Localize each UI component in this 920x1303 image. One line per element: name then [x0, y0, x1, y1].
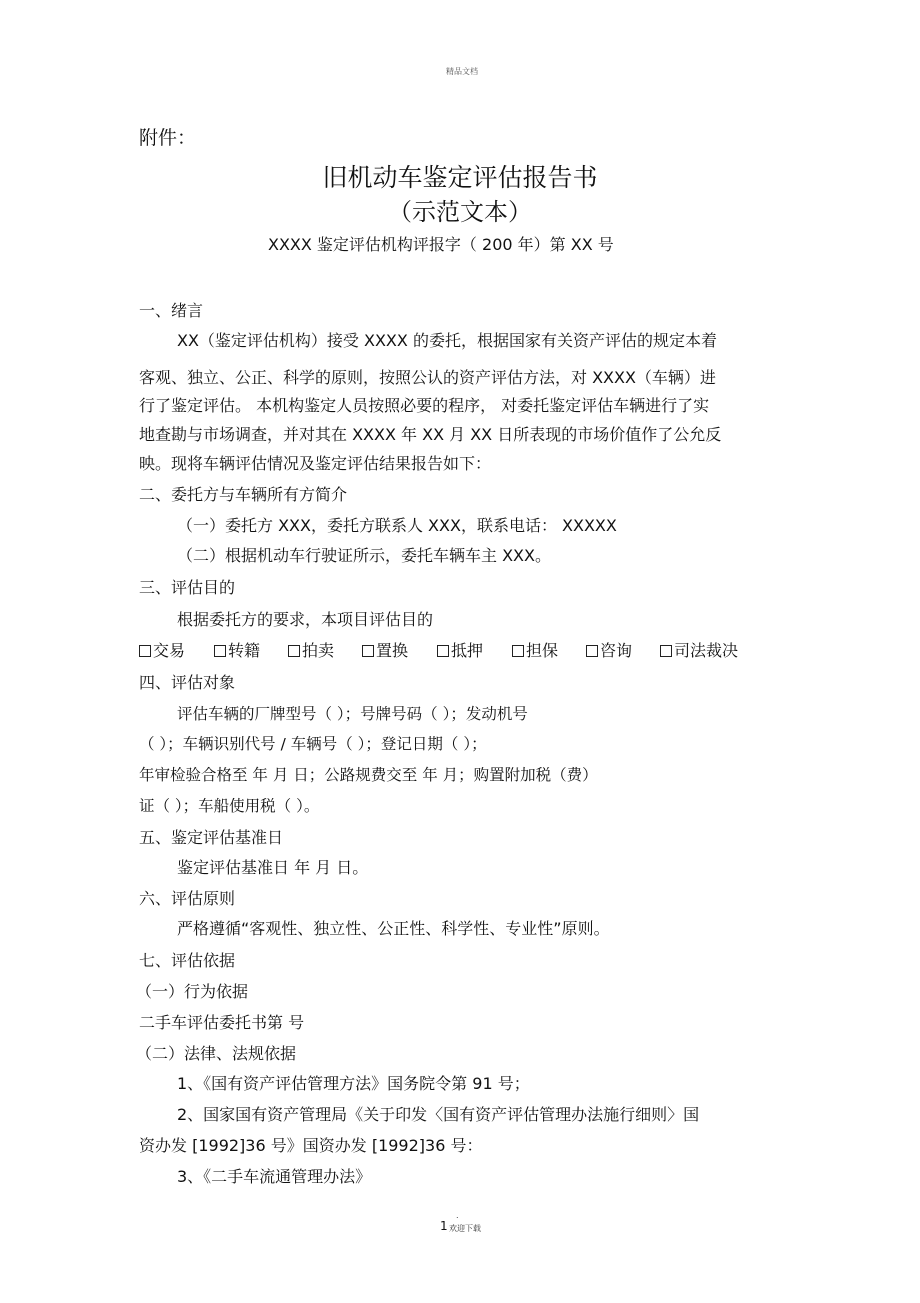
- law-item: 1、《国有资产评估管理方法》国务院令第 91 号；: [177, 1074, 530, 1093]
- purpose-option[interactable]: 拍卖: [288, 643, 334, 659]
- section-1-heading: 一、绪言: [139, 301, 204, 320]
- checkbox-icon[interactable]: [214, 645, 226, 657]
- section-4-line: 年审检验合格至 年 月 日；公路规费交至 年 月；购置附加税（费）: [139, 766, 598, 784]
- checkbox-icon[interactable]: [139, 645, 151, 657]
- section-6-heading: 六、评估原则: [139, 889, 236, 908]
- checkbox-icon[interactable]: [288, 645, 300, 657]
- attachment-label: 附件：: [139, 127, 197, 149]
- section-7-sub-heading: （一）行为依据: [136, 982, 249, 1001]
- page-number: 1: [440, 1219, 448, 1233]
- section-7-sub-body: 二手车评估委托书第 号: [139, 1013, 305, 1032]
- section-1-para-line: 地查勘与市场调查，并对其在 XXXX 年 XX 月 XX 日所表现的市场价值作了公允反: [139, 425, 722, 444]
- checkbox-icon[interactable]: [362, 645, 374, 657]
- page-header-mark: 精品文档: [446, 67, 478, 76]
- checkbox-icon[interactable]: [437, 645, 449, 657]
- section-1-para-line: 映。现将车辆评估情况及鉴定评估结果报告如下：: [139, 454, 492, 473]
- section-3-heading: 三、评估目的: [139, 578, 236, 597]
- purpose-option[interactable]: 咨询: [586, 643, 632, 659]
- purpose-option[interactable]: 置换: [362, 643, 408, 659]
- document-title: 旧机动车鉴定评估报告书: [322, 163, 598, 192]
- purpose-option[interactable]: 抵押: [437, 643, 483, 659]
- law-item: 2、国家国有资产管理局《关于印发〈国有资产评估管理办法施行细则〉国: [177, 1105, 700, 1124]
- section-3-intro: 根据委托方的要求，本项目评估目的: [177, 610, 434, 629]
- section-6-body: 严格遵循“客观性、独立性、公正性、科学性、专业性”原则。: [177, 919, 610, 938]
- section-7-heading: 七、评估依据: [139, 951, 236, 970]
- section-5-body: 鉴定评估基准日 年 月 日。: [177, 858, 369, 877]
- section-2-item: （二）根据机动车行驶证所示，委托车辆车主 XXX。: [177, 546, 551, 565]
- purpose-option[interactable]: 交易: [139, 643, 185, 659]
- section-1-para-line: 行了鉴定评估。 本机构鉴定人员按照必要的程序， 对委托鉴定评估车辆进行了实: [139, 396, 710, 415]
- purpose-option[interactable]: 担保: [512, 643, 558, 659]
- section-7-sub-heading: （二）法律、法规依据: [136, 1044, 297, 1063]
- law-item: 3、《二手车流通管理办法》: [177, 1167, 372, 1186]
- purpose-option[interactable]: 转籍: [214, 643, 260, 659]
- section-1-para-line: 客观、独立、公正、科学的原则，按照公认的资产评估方法，对 XXXX（车辆）进: [139, 368, 716, 387]
- footer-dot: .: [456, 1211, 459, 1220]
- reference-number: XXXX 鉴定评估机构评报字（ 200 年）第 XX 号: [268, 235, 614, 254]
- law-item: 资办发 [1992]36 号》国资办发 [1992]36 号：: [139, 1136, 483, 1155]
- section-2-heading: 二、委托方与车辆所有方简介: [139, 485, 348, 504]
- section-4-line: 评估车辆的厂牌型号（ ）；号牌号码（ ）；发动机号: [177, 705, 528, 723]
- document-subtitle: （示范文本）: [388, 198, 532, 226]
- section-4-line: 证（ ）；车船使用税（ ）。: [139, 797, 320, 815]
- section-4-heading: 四、评估对象: [139, 673, 236, 692]
- purpose-option[interactable]: 司法裁决: [660, 643, 738, 659]
- section-4-line: （ ）；车辆识别代号 / 车辆号（ ）；登记日期（ ）；: [139, 735, 487, 753]
- checkbox-icon[interactable]: [586, 645, 598, 657]
- section-1-para-line: XX（鉴定评估机构）接受 XXXX 的委托，根据国家有关资产评估的规定本着: [177, 331, 717, 350]
- checkbox-icon[interactable]: [512, 645, 524, 657]
- checkbox-icon[interactable]: [660, 645, 672, 657]
- footer-text: 欢迎下载: [449, 1224, 481, 1233]
- section-2-item: （一）委托方 XXX，委托方联系人 XXX，联系电话： XXXXX: [177, 516, 617, 535]
- section-5-heading: 五、鉴定评估基准日: [139, 828, 284, 847]
